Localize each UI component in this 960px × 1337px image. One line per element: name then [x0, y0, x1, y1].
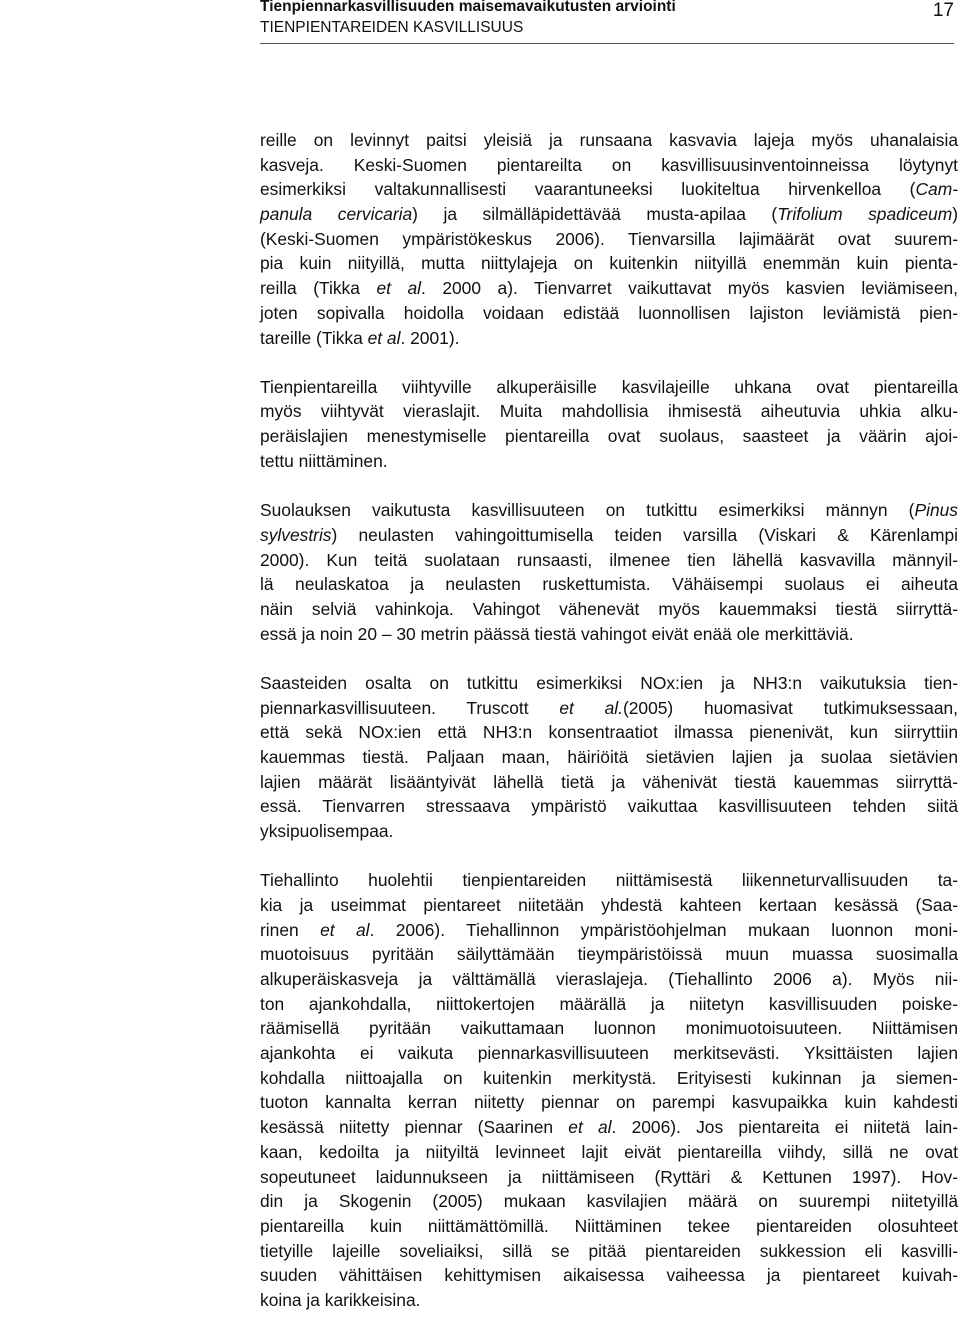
paragraph: [260, 868, 958, 1312]
text-line: näin selviä vahinkoja. Vahingot vähenevät myös kauemmaksi tiestä siirryttä-: [260, 598, 958, 619]
page-number: 17: [932, 0, 954, 21]
text-line: pientareilla kuin niittämättömillä. Niittäminen tekee pientareiden olosuhteet: [260, 1215, 958, 1236]
text-line: kohdalla niittoajalla on kuitenkin merkitystä. Erityisesti kukinnan ja siemen-: [260, 1067, 958, 1088]
text-line: kauemmas tiestä. Paljaan maan, häiriöitä sietävien lajien ja suolaa sietävien: [260, 746, 958, 767]
text-line: myös viihtyvät vieraslajit. Muita mahdollisia ihmisestä aiheutuvia uhkia alku-: [260, 401, 958, 422]
italic-text: Cam-: [915, 179, 958, 200]
text-line: sopeutuneet laidunnukseen ja niittämiseen (Ryttäri & Kettunen 1997). Hov-: [260, 1166, 958, 1187]
text-line: din ja Skogenin (2005) mukaan kasvilajien määrä on suurempi niitetyillä: [260, 1191, 958, 1212]
text-line: ajankohta ei vaikuta piennarkasvillisuuteen merkitsevästi. Yksittäisten lajien: [260, 1043, 958, 1064]
text-line: alkuperäiskasveja ja välttämällä vieraslajeja. (Tiehallinto 2006 a). Myös nii-: [260, 969, 958, 989]
text-line: että sekä NOx:ien että NH3:n konsentraatiot ilmassa pienenivät, kun siirryttiin: [260, 722, 958, 743]
text-line: muotoisuus pyritään säilyttämään tieympäristöissä muun muassa suosimalla: [260, 944, 958, 965]
text-line: tuoton kannalta kerran niitetty piennar on parempi kasvupaikka kuin kahdesti: [260, 1092, 958, 1113]
text-line: reilla (Tikka et al. 2000 a). Tienvarret vaikuttavat myös kasvien leviämiseen,: [260, 278, 958, 299]
italic-text: sylvestris: [260, 524, 332, 545]
text-line: kia ja useimmat pientareet niitetään yhdestä kahteen kertaan kesässä (Saa-: [260, 894, 958, 915]
italic-text: Pinus: [914, 500, 958, 521]
text-line: essä. Tienvarren stressaava ympäristö vaikuttaa kasvillisuuteen tehden siitä: [260, 796, 958, 817]
text-line: piennarkasvillisuuteen. Truscott et al.(2005) huomasivat tutkimuksessaan,: [260, 697, 958, 718]
text-line: esimerkiksi valtakunnallisesti vaarantuneeksi luokiteltua hirvenkelloa (Cam-: [260, 179, 958, 200]
running-subtitle: TIENPIENTAREIDEN KASVILLISUUS: [260, 19, 524, 36]
body-text: [260, 128, 958, 1337]
text-line: kasveja. Keski-Suomen pientareilta on kasvillisuusinventoinneissa löytynyt: [260, 154, 958, 175]
italic-text: et al: [320, 919, 370, 940]
italic-text: et al.: [559, 697, 623, 718]
text-line: reille on levinnyt paitsi yleisiä ja runsaana kasvavia lajeja myös uhanalaisia: [260, 130, 958, 150]
text-line: peräislajien menestymiselle pientareilla ovat suolaus, saasteet ja väärin ajoi-: [260, 426, 958, 447]
paragraph: [260, 671, 958, 844]
italic-text: panula cervicaria: [260, 204, 413, 225]
text-line: tettu niittäminen.: [260, 450, 388, 471]
text-line: kaan, kedoilta ja niityiltä levinneet lajit eivät pientareilla viihdy, sillä ne ovat: [260, 1141, 958, 1162]
header-rule: [260, 43, 954, 44]
text-line: essä ja noin 20 – 30 metrin päässä tiestä vahingot eivät enää ole merkittäviä.: [260, 623, 854, 644]
italic-text: et al: [376, 278, 421, 299]
text-line: yksipuolisempaa.: [260, 820, 394, 841]
text-line: tietyille lajeille soveliaiksi, sillä se pitää pientareiden sukkession eli kasvilli-: [260, 1240, 958, 1261]
text-line: lajien määrät lisääntyivät lähellä tietä ja vähenivät tiestä kauemmas siirryttä-: [260, 771, 958, 792]
text-line: 2000). Kun teitä suolataan runsaasti, ilmenee tien lähellä kasvavilla männyil-: [260, 549, 958, 570]
text-line: pia kuin niityillä, mutta niittylajeja on kuitenkin niityillä enemmän kuin pienta-: [260, 253, 958, 274]
text-line: tareille (Tikka et al. 2001).: [260, 327, 460, 348]
text-line: lä neulaskatoa ja neulasten ruskettumista. Vähäisempi suolaus ei aiheuta: [260, 574, 958, 595]
paragraph: [260, 375, 958, 474]
text-line: suuden vähittäisen kehittymisen aikaisessa vaiheessa ja pientareet kuivah-: [260, 1265, 958, 1286]
text-line: kesässä niitetty piennar (Saarinen et al. 2006). Jos pientareita ei niitetä lain-: [260, 1117, 958, 1138]
text-line: joten sopivalla hoidolla voidaan edistää luonnollisen lajiston leviämistä pien-: [260, 302, 958, 323]
text-line: rinen et al. 2006). Tiehallinnon ympäristöohjelman mukaan luonnon moni-: [260, 919, 958, 940]
text-line: sylvestris) neulasten vahingoittumisella teiden varsilla (Viskari & Kärenlampi: [260, 524, 958, 545]
italic-text: et al: [367, 327, 401, 348]
italic-text: Trifolium spadiceum: [777, 204, 953, 225]
text-line: Suolauksen vaikutusta kasvillisuuteen on tutkittu esimerkiksi männyn (Pinus: [260, 500, 958, 521]
text-line: ton ajankohdalla, niittokertojen määrällä ja niitetyn kasvillisuuden poiske-: [260, 993, 958, 1014]
page-header: [260, 0, 954, 44]
text-line: Tiehallinto huolehtii tienpientareiden niittämisestä liikenneturvallisuuden ta-: [260, 870, 958, 891]
text-line: panula cervicaria) ja silmälläpidettävää musta-apilaa (Trifolium spadiceum): [260, 204, 959, 225]
running-title: Tienpiennarkasvillisuuden maisemavaikutusten arviointi: [260, 0, 676, 15]
italic-text: et al: [568, 1117, 612, 1138]
text-line: (Keski-Suomen ympäristökeskus 2006). Tienvarsilla lajimäärät ovat suurem-: [260, 228, 958, 249]
text-line: Saasteiden osalta on tutkittu esimerkiksi NOx:ien ja NH3:n vaikutuksia tien-: [260, 672, 958, 693]
text-line: koina ja karikkeisina.: [260, 1289, 421, 1310]
paragraph: [260, 128, 958, 350]
text-line: räämisellä pyritään vaikuttamaan luonnon monimuotoisuuteen. Niittämisen: [260, 1018, 958, 1039]
paragraph: [260, 498, 958, 646]
text-line: Tienpientareilla viihtyville alkuperäisille kasvilajeille uhkana ovat pientareilla: [260, 376, 958, 397]
